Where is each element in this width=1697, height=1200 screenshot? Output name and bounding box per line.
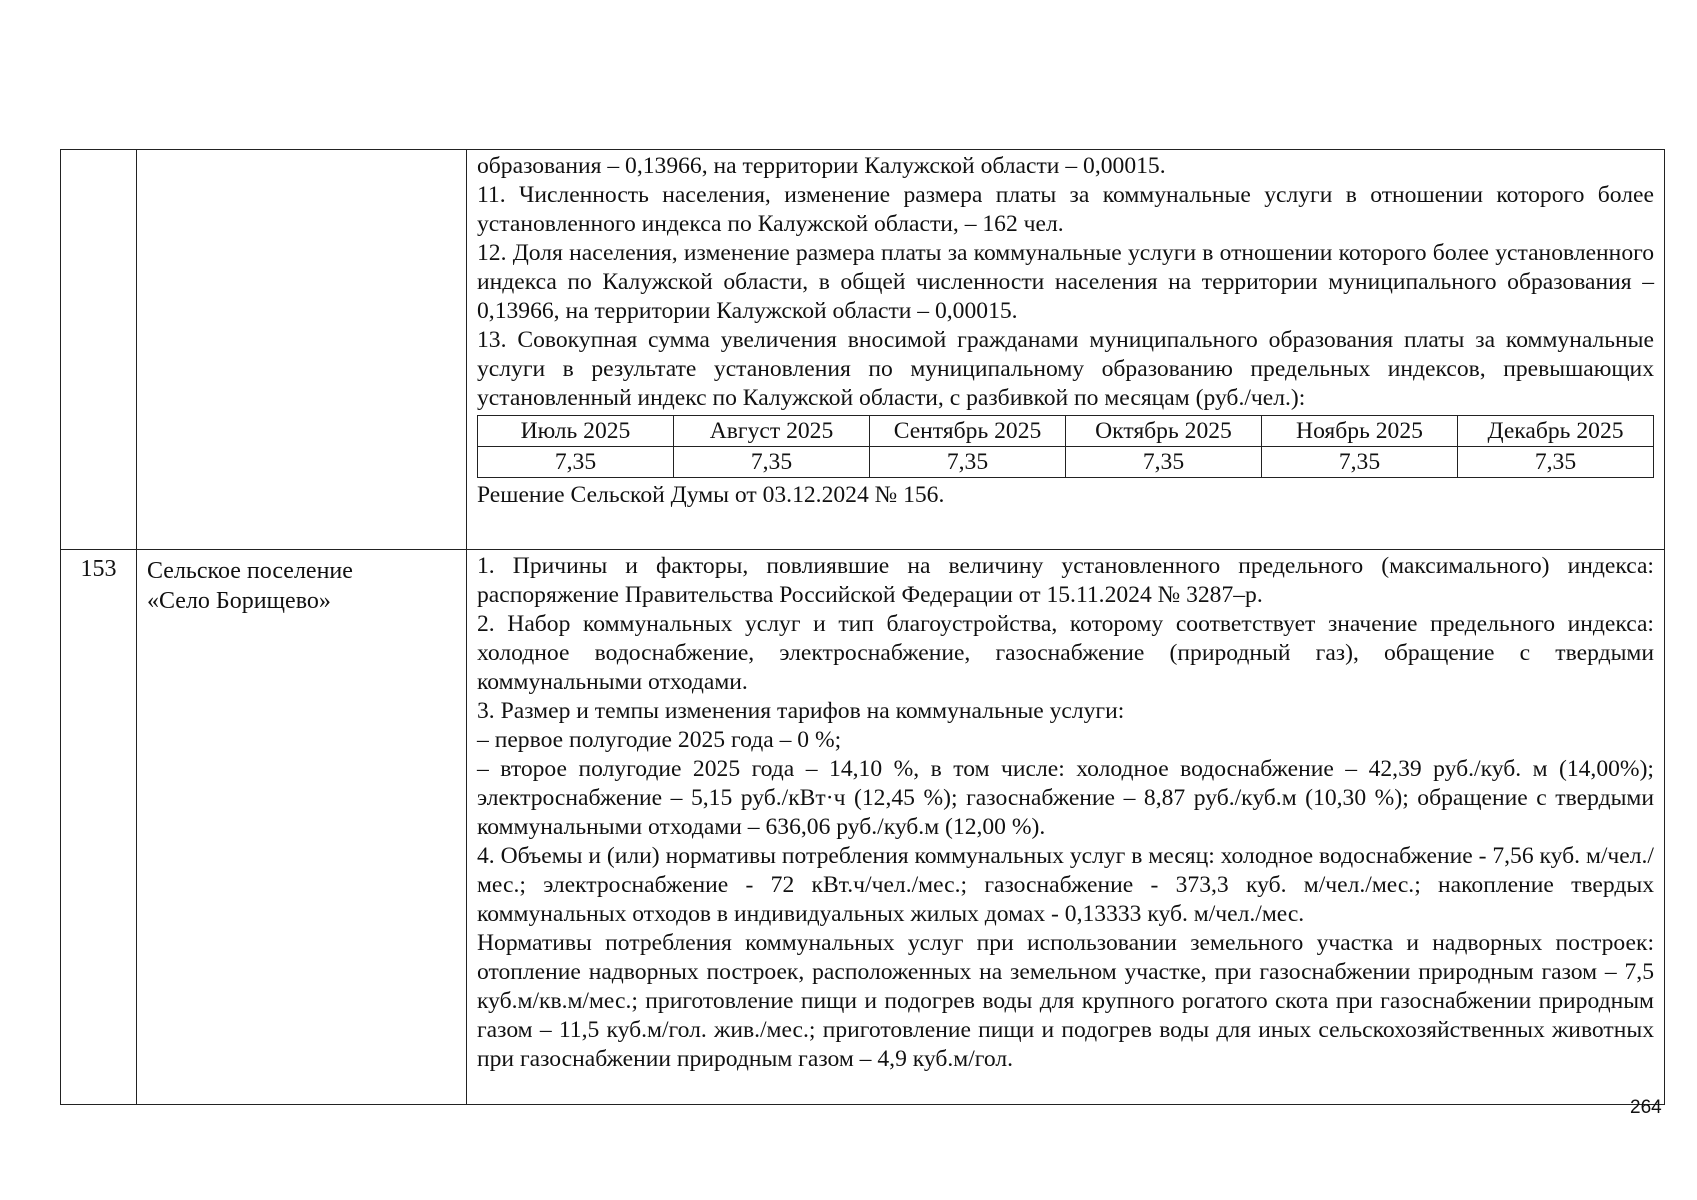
paragraph: – второе полугодие 2025 года – 14,10 %, в том числе: холодное водоснабжение – 42,39 руб./куб. м (14,00%); электроснабжение – 5,15 руб./кВт·ч (12,45 %); газоснабжение – 8,87 руб./куб.м (10,30 %); обращение с твердыми коммунальными отходами – 636,06 руб./куб.м (12,00 %). bbox=[477, 756, 1654, 840]
document-table bbox=[60, 149, 1665, 1105]
decision-text: Решение Сельской Думы от 03.12.2024 № 156. bbox=[477, 482, 945, 508]
settlement-name-line: Сельское поселение bbox=[147, 558, 353, 584]
page-number: 264 bbox=[1630, 1097, 1662, 1118]
month-header: Июль 2025 bbox=[478, 416, 674, 447]
month-header: Декабрь 2025 bbox=[1458, 416, 1654, 447]
month-value: 7,35 bbox=[674, 447, 870, 478]
paragraph: 12. Доля населения, изменение размера платы за коммунальные услуги в отношении которого более установленного индекса по Калужской области, в общей численности населения на территории муниципального образования – 0,13966, на территории Калужской области – 0,00015. bbox=[477, 240, 1654, 324]
month-value: 7,35 bbox=[870, 447, 1066, 478]
paragraph: 4. Объемы и (или) нормативы потребления коммунальных услуг в месяц: холодное водоснабжение - 7,56 куб. м/чел./мес.; электроснабжение - 72 кВт.ч/чел./мес.; газоснабжение - 373,3 куб. м/чел./мес.; накопление твердых коммунальных отходов в индивидуальных жилых домах - 0,13333 куб. м/чел./мес. bbox=[477, 843, 1654, 927]
month-value: 7,35 bbox=[478, 447, 674, 478]
settlement-name-line: «Село Борищево» bbox=[147, 588, 331, 614]
month-header: Сентябрь 2025 bbox=[870, 416, 1066, 447]
paragraph: 2. Набор коммунальных услуг и тип благоустройства, которому соответствует значение предельного индекса: холодное водоснабжение, электроснабжение, газоснабжение (природный газ), обращение с твердыми коммунальными отходами. bbox=[477, 611, 1654, 695]
month-value: 7,35 bbox=[1262, 447, 1458, 478]
monthly-increase-table bbox=[477, 415, 1654, 478]
month-header: Ноябрь 2025 bbox=[1262, 416, 1458, 447]
month-header: Октябрь 2025 bbox=[1066, 416, 1262, 447]
row-name-cell bbox=[137, 150, 467, 550]
row-number-cell bbox=[61, 150, 137, 550]
paragraph: 13. Совокупная сумма увеличения вносимой гражданами муниципального образования платы за коммунальные услуги в результате установления по муниципальному образованию предельных индексов, превышающих установленный индекс по Калужской области, с разбивкой по месяцам (руб./чел.): bbox=[477, 327, 1654, 411]
paragraph: образования – 0,13966, на территории Калужской области – 0,00015. bbox=[477, 153, 1166, 179]
row-description-cell bbox=[467, 150, 1665, 550]
row-number-cell bbox=[61, 550, 137, 1105]
month-header-row bbox=[478, 416, 1654, 447]
month-value: 7,35 bbox=[1066, 447, 1262, 478]
paragraph: Нормативы потребления коммунальных услуг при использовании земельного участка и надворных построек: отопление надворных построек, расположенных на земельном участке, при газоснабжении природным газом – 7,5 куб.м/кв.м/мес.; приготовление пищи и подогрев воды для крупного рогатого скота при газоснабжении природным газом – 11,5 куб.м/гол. жив./мес.; приготовление пищи и подогрев воды для иных сельскохозяйственных животных при газоснабжении природным газом – 4,9 куб.м/гол. bbox=[477, 930, 1654, 1072]
row-description-cell bbox=[467, 550, 1665, 1105]
month-value: 7,35 bbox=[1458, 447, 1654, 478]
paragraph: 3. Размер и темпы изменения тарифов на коммунальные услуги: bbox=[477, 698, 1125, 724]
row-name-cell bbox=[137, 550, 467, 1105]
row-number: 153 bbox=[80, 556, 117, 582]
table-row-continued bbox=[61, 150, 1665, 550]
table-row-153 bbox=[61, 550, 1665, 1105]
paragraph: 11. Численность населения, изменение размера платы за коммунальные услуги в отношении которого более установленного индекса по Калужской области, – 162 чел. bbox=[477, 182, 1654, 237]
paragraph: – первое полугодие 2025 года – 0 %; bbox=[477, 727, 842, 753]
paragraph: 1. Причины и факторы, повлиявшие на величину установленного предельного (максимального) индекса: распоряжение Правительства Российской Федерации от 15.11.2024 № 3287–р. bbox=[477, 553, 1654, 608]
month-header: Август 2025 bbox=[674, 416, 870, 447]
month-value-row bbox=[478, 447, 1654, 478]
